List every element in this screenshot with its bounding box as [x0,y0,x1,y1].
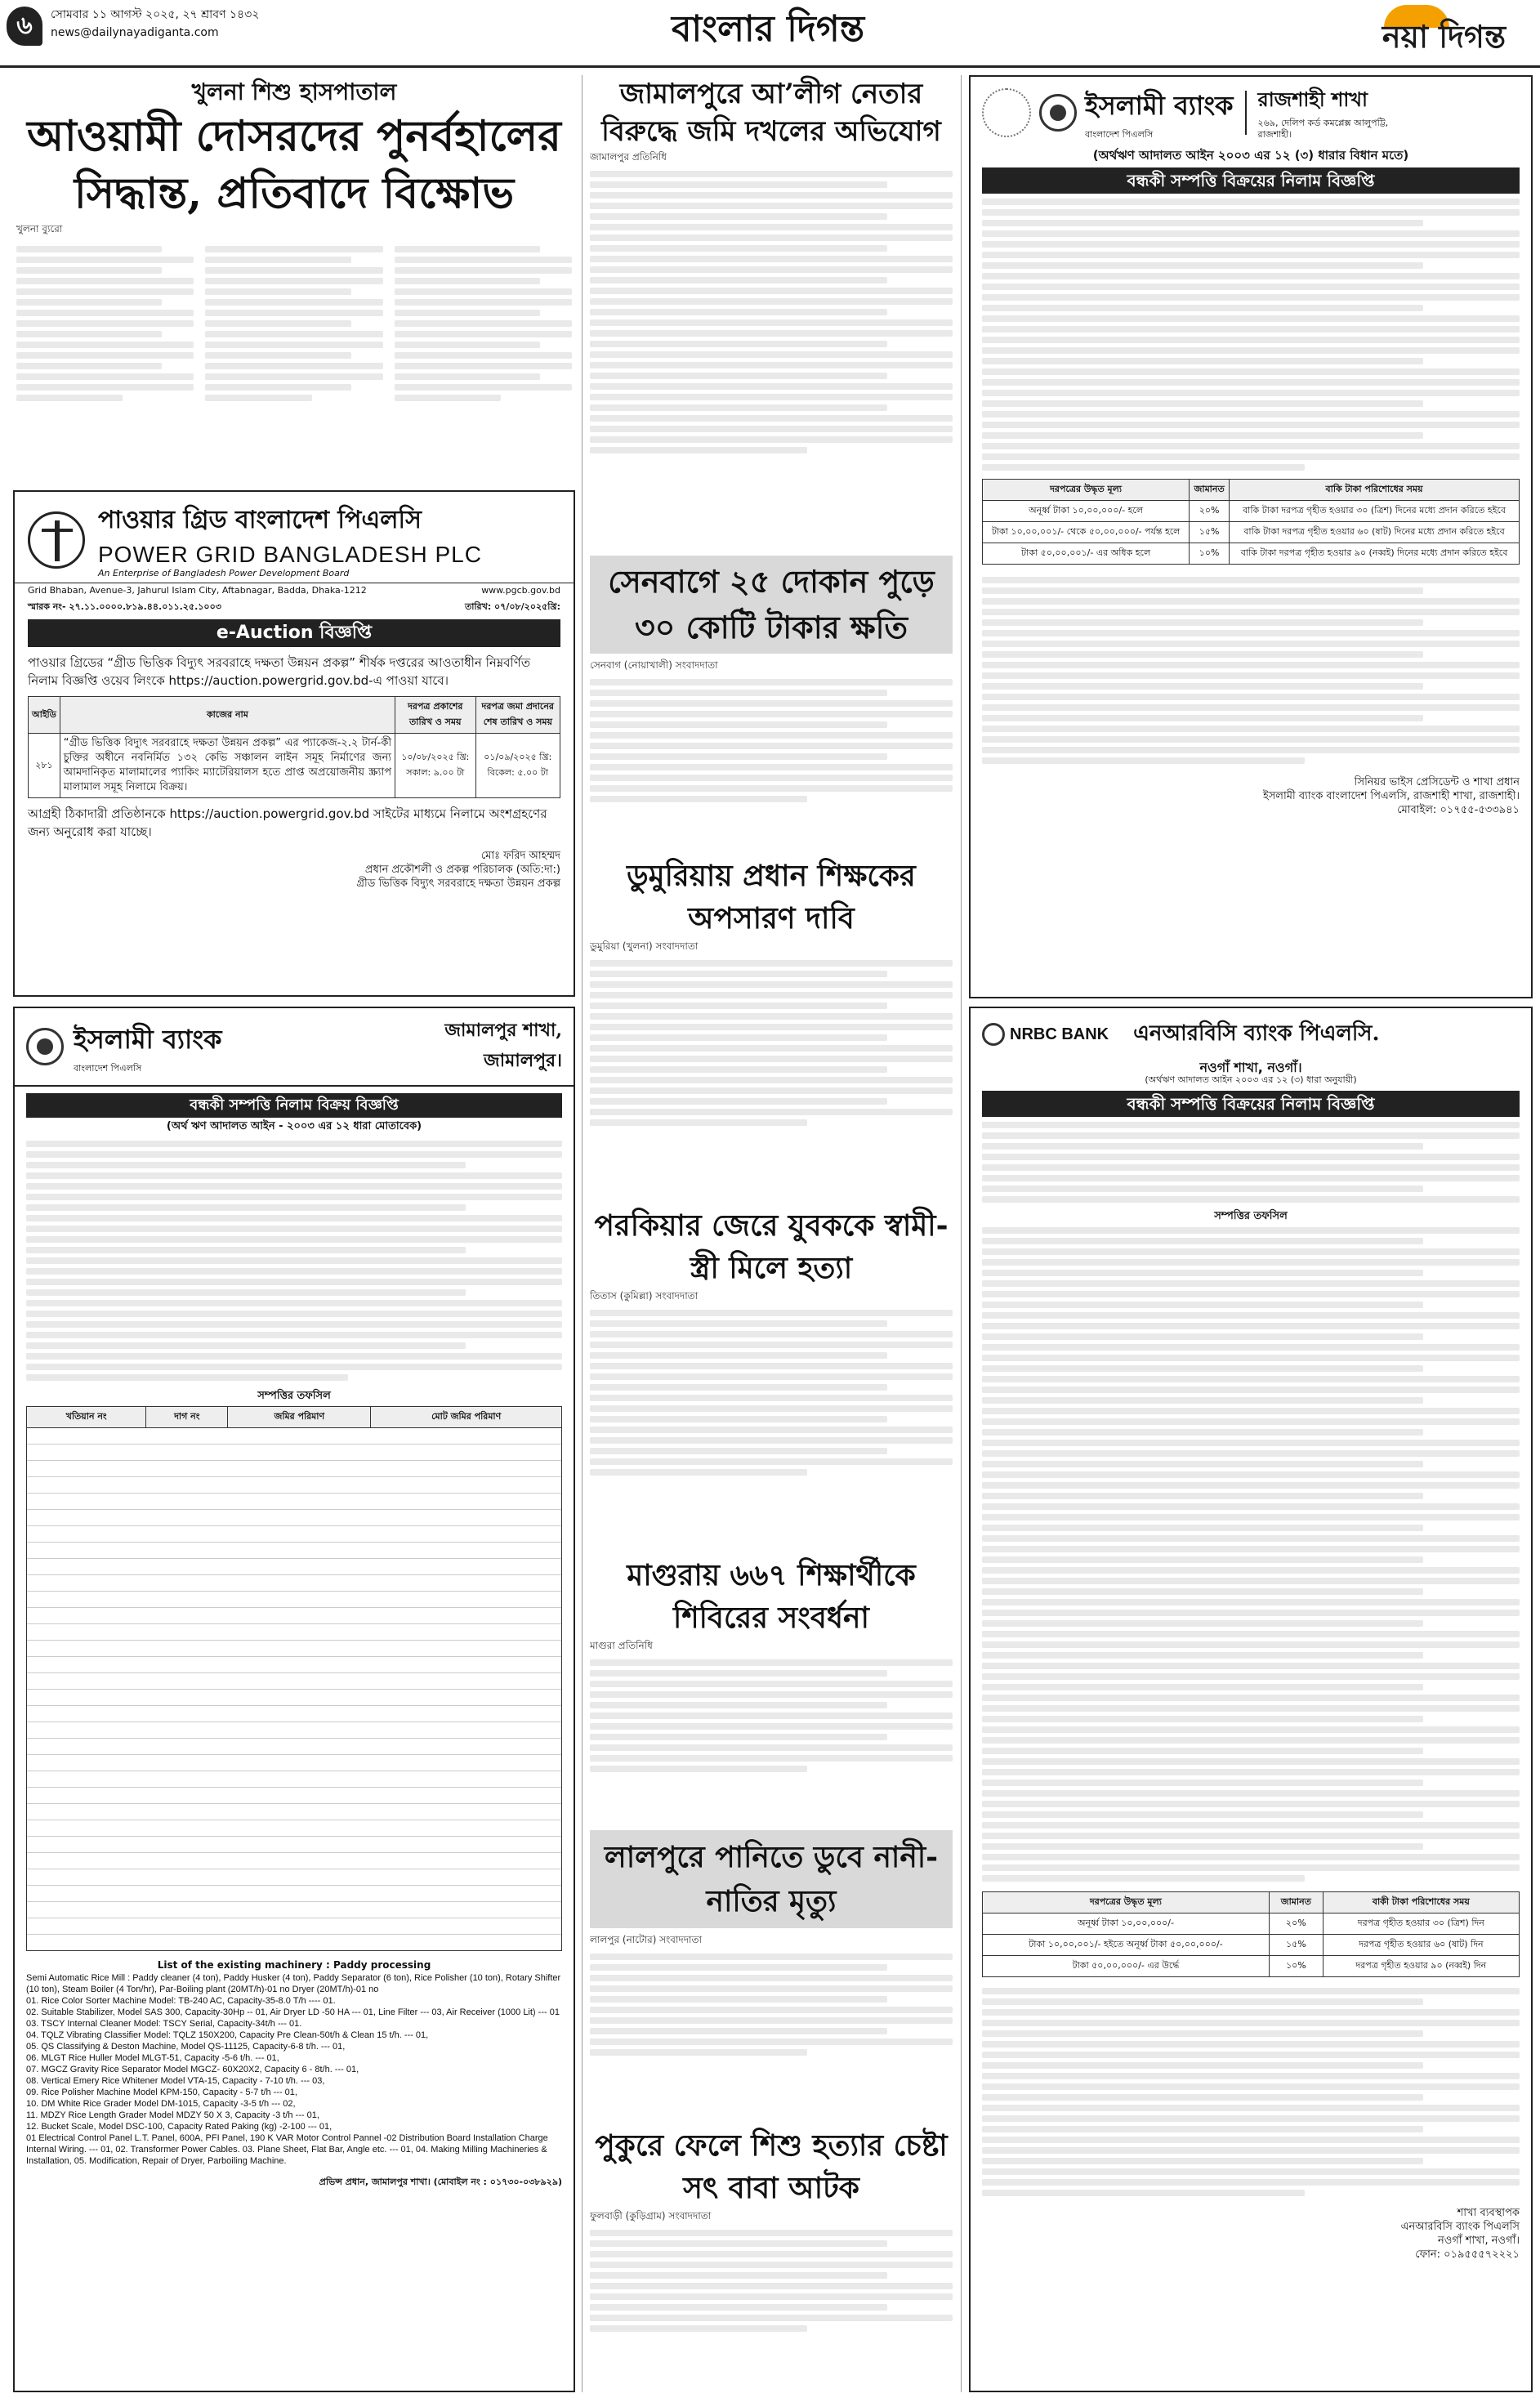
cell-work: “গ্রীড ভিত্তিক বিদ্যুৎ সরবরাহে দক্ষতা উন্নয়ন প্রকল্প” এর প্যাকেজ-২.২ টার্ন-কী চুক্তির অধীনে নবনির্মিত ১৩২ কেভি সঞ্চালন লাইন সমূহ নির্মাণের জন্য আমদানিকৃত মালামালের প্যাকিং ম্যাটেরিয়ালস হতে প্রাপ্ত অপ্রয়োজনীয় স্ক্র্যাপ মালামাল সমূহ নিলামে বিক্রয়। [60,734,395,798]
machinery-item: 04. TQLZ Vibrating Classifier Model: TQLZ 150X200, Capacity Pre Clean-50t/h & Clean 15 t/h. --- 01, [26,2030,429,2040]
article-headline: মাগুরায় ৬৬৭ শিক্ষার্থীকে শিবিরের সংবর্ধনা [627,1558,916,1635]
article-dateline: তিতাস (কুমিল্লা) সংবাদদাতা [590,1290,699,1302]
machinery-item: 05. QS Classifying & Deston Machine, Model QS-11125, Capacity-6-8 t/h. --- 01, [26,2042,346,2052]
col-land: জমির পরিমাণ [228,1407,371,1428]
power-grid-address: Grid Bhaban, Avenue-3, Jahurul Islam City, Aftabnagar, Badda, Dhaka-1212 [28,585,367,596]
jamalpur-bank-name: ইসলামী ব্যাংক [74,1024,222,1055]
rajshahi-bank-name: ইসলামী ব্যাংক [1085,90,1234,121]
article-dumuria [590,855,953,1198]
article-headline: আওয়ামী দোসরদের পুনর্বহালের সিদ্ধান্ত, প্রতিবাদে বিক্ষোভ [27,111,561,218]
article-dateline: ডুমুরিয়া (খুলনা) সংবাদদাতা [590,940,699,952]
nrbc-signer-branch: নওগাঁ শাখা, নওগাঁ। [1437,2235,1520,2247]
rajshahi-branch-addr: ২৬৯, দেলিপ কর্ড কমপ্লেক্স আলুপট্টি, রাজশাহী। [1257,118,1389,140]
jamalpur-branch2: জামালপুর। [484,1050,562,1071]
rajshahi-branch: রাজশাহী শাখা [1257,87,1368,111]
col-bid: দরপত্রের উদ্ধৃত মূল্য [983,1892,1270,1913]
jamalpur-branch: জামালপুর শাখা, [444,1020,562,1041]
machinery-item: 08. Vertical Emery Rice Whitener Model VTA-15, Capacity - 7-10 t/h. --- 03, [26,2076,325,2086]
col-id: আইডি [29,697,60,734]
article-senbag [590,659,953,848]
power-grid-footer: আগ্রহী ঠিকাদারী প্রতিষ্ঠানকে https://auction.powergrid.gov.bd সাইটের মাধ্যমে নিলামে অংশগ্রহণের জন্য অনুরোধ করা যাচ্ছে। [28,806,547,839]
decorative-pattern-icon [982,88,1031,137]
power-grid-logo-icon [28,511,85,569]
col-publish: দরপত্র প্রকাশের তারিখ ও সময় [395,697,475,734]
islami-jamalpur-ad [13,1007,575,2392]
machinery-item: 01 Electrical Control Panel L.T. Panel, 600A, PFI Panel, 190 K VAR Motor Control Pannel -02 Distribution Board Installation Charge Internal Wiring. --- 01, 02. Transformer Power Cables. 03. Plane Sheet, Flat Bar, Angle etc. --- 01, 04. Making Milling Machineries & Installation, 05. Modification, Repair of Dryer, Parboiling Machine. [26,2133,548,2166]
nrbc-subtitle: (অর্থঋণ আদালত আইন ২০০৩ এর ১২ (৩) ধারা অনুযায়ী) [1145,1074,1357,1085]
nrbc-logo-icon [982,1023,1005,1046]
article-kicker: খুলনা শিশু হাসপাতাল [191,78,397,105]
signer-name: মোঃ ফরিদ আহম্মদ [480,850,560,862]
rajshahi-subtitle: (অর্থঋণ আদালত আইন ২০০৩ এর ১২ (৩) ধারার বিধান মতে) [1092,148,1409,163]
machinery-item: 07. MGCZ Gravity Rice Separator Model MGCZ- 60X20X2, Capacity 6 - 8t/h. --- 01, [26,2065,359,2074]
article-phulbari [590,2124,953,2392]
article-headline: পরকিয়ার জেরে যুবককে স্বামী-স্ত্রী মিলে হত্যা [594,1208,949,1285]
rajshahi-bank-sub: বাংলাদেশ পিএলসি [1085,129,1154,140]
col-work: কাজের নাম [60,697,395,734]
machinery-item: Semi Automatic Rice Mill : Paddy cleaner (4 ton), Paddy Husker (4 ton), Paddy Separator (6 ton), Rice Polisher (10 ton), Rotary Shifter (10 ton), Steam Boiler (4 Ton/hr), Par-Boiling plant (20MT/h)-01 no Dryer (20MT/h)-01 no [26,1973,561,1994]
column-rule-left [582,75,583,2392]
jamalpur-bank-sub: বাংলাদেশ পিএলসি [74,1063,142,1074]
nrbc-band: বন্ধকী সম্পত্তি বিক্রয়ের নিলাম বিজ্ঞপ্তি [982,1091,1520,1117]
rajshahi-signer: সিনিয়র ভাইস প্রেসিডেন্ট ও শাখা প্রধান [1354,776,1520,788]
power-grid-website[interactable]: www.pgcb.gov.bd [481,585,560,596]
rajshahi-signer-phone: মোবাইল: ০১৭৫৫-৫৩৩৯৪১ [1397,804,1520,816]
machinery-item: 12. Bucket Scale, Model DSC-100, Capacity Rated Paking (kg) -2-100 --- 01, [26,2122,333,2132]
power-grid-intro: পাওয়ার গ্রিডের “গ্রীড ভিত্তিক বিদ্যুৎ সরবরাহে দক্ষতা উন্নয়ন প্রকল্প” শীর্ষক দপ্তরের আওতাধীন নিম্নবর্ণিত নিলাম বিজ্ঞপ্তি ওয়েব লিংকে https://auction.powergrid.gov.bd-এ পাওয়া যাবে। [28,655,531,688]
rajshahi-deposit-table [982,479,1520,565]
col-bid: দরপত্রের উদ্ধৃত মূল্য [983,480,1190,501]
col-deposit: জামানত [1190,480,1230,501]
table-row: টাকা ৫০,০০,০০০/- এর উর্দ্ধে ১০% দরপত্র গৃহীত হওয়ার ৯০ (নব্বই) দিন [983,1956,1520,1977]
article-dateline: মাগুরা প্রতিনিধি [590,1640,653,1651]
power-grid-name-bn: পাওয়ার গ্রিড বাংলাদেশ পিএলসি [98,506,422,534]
power-grid-ad [13,490,575,997]
headline-box-lalpur [590,1830,953,1928]
signer-title: প্রধান প্রকৌশলী ও প্রকল্প পরিচালক (অতি:দা:) [364,864,560,876]
signer-project: গ্রীড ভিত্তিক বিদ্যুৎ সরবরাহে দক্ষতা উন্নয়ন প্রকল্প [356,877,560,890]
nrbc-signer-bank: এনআরবিসি ব্যাংক পিএলসি [1400,2221,1520,2233]
col-khatian: খতিয়ান নং [27,1407,146,1428]
article-headline: সেনবাগে ২৫ দোকান পুড়ে ৩০ কোটি টাকার ক্ষতি [608,563,935,645]
machinery-list-title: List of the existing machinery : Paddy processing [157,1959,431,1971]
cell-id: ২৮১ [29,734,60,798]
jamalpur-band: বন্ধকী সম্পত্তি নিলাম বিক্রয় বিজ্ঞপ্তি [26,1093,562,1118]
cell-deadline: ০১/০৯/২০২৫ খ্রি: বিকেল: ৫.০০ টা [475,734,560,798]
article-headline: লালপুরে পানিতে ডুবে নানী-নাতির মৃত্যু [604,1840,939,1918]
machinery-item: 09. Rice Polisher Machine Model KPM-150, Capacity - 5-7 t/h --- 01, [26,2088,297,2097]
table-placeholder-rows [26,1428,562,1951]
article-titas [590,1204,953,1547]
section-title: বাংলার দিগন্ত [671,8,865,50]
nrbc-ad [969,1007,1533,2392]
article-lalpur [590,1933,953,2118]
machinery-item: 10. DM White Rice Grader Model DM-1015, Capacity -3-5 t/h --- 02, [26,2099,296,2109]
col-deposit: জামানত [1269,1892,1323,1913]
article-khulna [16,77,572,485]
article-dateline: লালপুর (নাটোর) সংবাদদাতা [590,1934,703,1945]
column-rule-right [961,75,962,2392]
article-dateline: জামালপুর প্রতিনিধি [590,151,667,163]
article-dateline: খুলনা ব্যুরো [16,223,63,234]
col-total: মোট জমির পরিমাণ [371,1407,562,1428]
col-payment: বাকি টাকা পরিশোধের সময় [1230,480,1520,501]
schedule-label: সম্পত্তির তফসিল [1214,1210,1288,1222]
article-jamalpur [590,75,953,549]
rajshahi-band: বন্ধকী সম্পত্তি বিক্রয়ের নিলাম বিজ্ঞপ্তি [982,167,1520,194]
power-grid-tagline: An Enterprise of Bangladesh Power Development Board [98,568,350,578]
nrbc-signer: শাখা ব্যবস্থাপক [1457,2207,1520,2219]
power-grid-memo: স্মারক নং- ২৭.১১.০০০০.৮১৯.৪৪.০১১.২৫.১০০৩ [28,601,221,612]
machinery-item: 03. TSCY Internal Cleaner Model: TSCY Serial, Capacity-34t/h --- 01. [26,2019,302,2029]
table-row: অনূর্ধ্ব টাকা ১০,০০,০০০/- ২০% দরপত্র গৃহীত হওয়ার ৩০ (ত্রিশ) দিন [983,1913,1520,1935]
article-dateline: সেনবাগ (নোয়াখালী) সংবাদদাতা [590,659,718,671]
nrbc-logo-text: NRBC BANK [1010,1025,1109,1043]
headline-box-senbag [590,556,953,654]
rajshahi-signer-bank: ইসলামী ব্যাংক বাংলাদেশ পিএলসি, রাজশাহী শাখা, রাজশাহী। [1262,790,1520,802]
article-dateline: ফুলবাড়ী (কুড়িগ্রাম) সংবাদদাতা [590,2210,712,2222]
header-rule [0,65,1540,68]
jamalpur-schedule-title: সম্পত্তির তফসিল [257,1390,331,1402]
email-link[interactable]: news@dailynayadiganta.com [51,26,219,39]
article-magura [590,1554,953,1824]
nrbc-deposit-table [982,1891,1520,1977]
machinery-item: 06. MLGT Rice Huller Model MLGT-51, Capacity -5-6 t/h. --- 01, [26,2053,279,2063]
article-headline: পুকুরে ফেলে শিশু হত্যার চেষ্টা সৎ বাবা আটক [595,2128,948,2205]
power-grid-date: তারিখ: ০৭/০৮/২০২৫খ্রি: [464,601,560,612]
jamalpur-subtitle: (অর্থ ঋণ আদালত আইন - ২০০৩ এর ১২ ধারা মোতাবেক) [166,1120,422,1132]
col-dag: দাগ নং [146,1407,228,1428]
islami-bank-logo-icon [1039,94,1077,132]
table-row: টাকা ৫০,০০,০০১/- এর অধিক হলে ১০% বাকি টাকা দরপত্র গৃহীত হওয়ার ৯০ (নব্বই) দিনের মধ্যে প্রদান করিতে হইবে [983,543,1520,565]
masthead-bar [0,0,1540,65]
machinery-item: 02. Suitable Stabilizer, Model SAS 300, Capacity-30Hp -- 01, Air Dryer LD -50 HA --- 01, Line Filter --- 03, Air Receiver (1000 Lit) --- 01 [26,2007,560,2017]
table-row: টাকা ১০,০০,০০১/- হইতে অনূর্ধ্ব টাকা ৫০,০০,০০০/- ১৫% দরপত্র গৃহীত হওয়ার ৬০ (ষাট) দিন [983,1935,1520,1956]
table-row: অনূর্ধ্ব টাকা ১০,০০,০০০/- হলে ২০% বাকি টাকা দরপত্র গৃহীত হওয়ার ৩০ (ত্রিশ) দিনের মধ্যে প্রদান করিতে হইবে [983,501,1520,522]
article-headline: জামালপুরে আ’লীগ নেতার বিরুদ্ধে জমি দখলের অভিযোগ [601,78,941,148]
col-payment: বাকী টাকা পরিশোধের সময় [1323,1892,1519,1913]
eauction-band: e-Auction বিজ্ঞপ্তি [28,619,560,647]
jamalpur-schedule-table [26,1406,562,1428]
article-headline: ডুমুরিয়ায় প্রধান শিক্ষকের অপসারণ দাবি [627,859,916,936]
issue-date: সোমবার ১১ আগস্ট ২০২৫, ২৭ শ্রাবণ ১৪৩২ [51,8,260,21]
islami-bank-logo-icon [26,1028,64,1065]
nrbc-branch: নওগাঁ শাখা, নওগাঁ। [1199,1060,1302,1075]
islami-rajshahi-ad [969,75,1533,998]
power-grid-name-en: POWER GRID BANGLADESH PLC [98,542,482,567]
page-number-badge: ৬ [7,7,42,46]
masthead-logo: নয়া দিগন্ত [1382,18,1507,55]
col-deadline: দরপত্র জমা প্রদানের শেষ তারিখ ও সময় [475,697,560,734]
jamalpur-sign: প্রভিন্স প্রধান, জামালপুর শাখা। (মোবাইল নং : ০১৭৩০-০৩৮৯২৯) [319,2177,562,2187]
nrbc-signer-phone: ফোন: ০১৯৫৫৫৭২২২১ [1415,2248,1520,2261]
cell-publish: ১০/০৮/২০২৫ খ্রি: সকাল: ৯.০০ টা [395,734,475,798]
power-grid-table [28,696,560,798]
machinery-item: 11. MDZY Rice Length Grader Model MDZY 50 X 3, Capacity -3 t/h --- 01, [26,2110,319,2120]
machinery-item: 01. Rice Color Sorter Machine Model: TB-240 AC, Capacity-35-8.0 T/h ---- 01. [26,1996,336,2006]
table-row: টাকা ১০,০০,০০১/- থেকে ৫০,০০,০০০/- পর্যন্ত হলে ১৫% বাকি টাকা দরপত্র গৃহীত হওয়ার ৬০ (ষাট) দিনের মধ্যে প্রদান করিতে হইবে [983,522,1520,543]
nrbc-bank-name: এনআরবিসি ব্যাংক পিএলসি. [1133,1021,1380,1046]
